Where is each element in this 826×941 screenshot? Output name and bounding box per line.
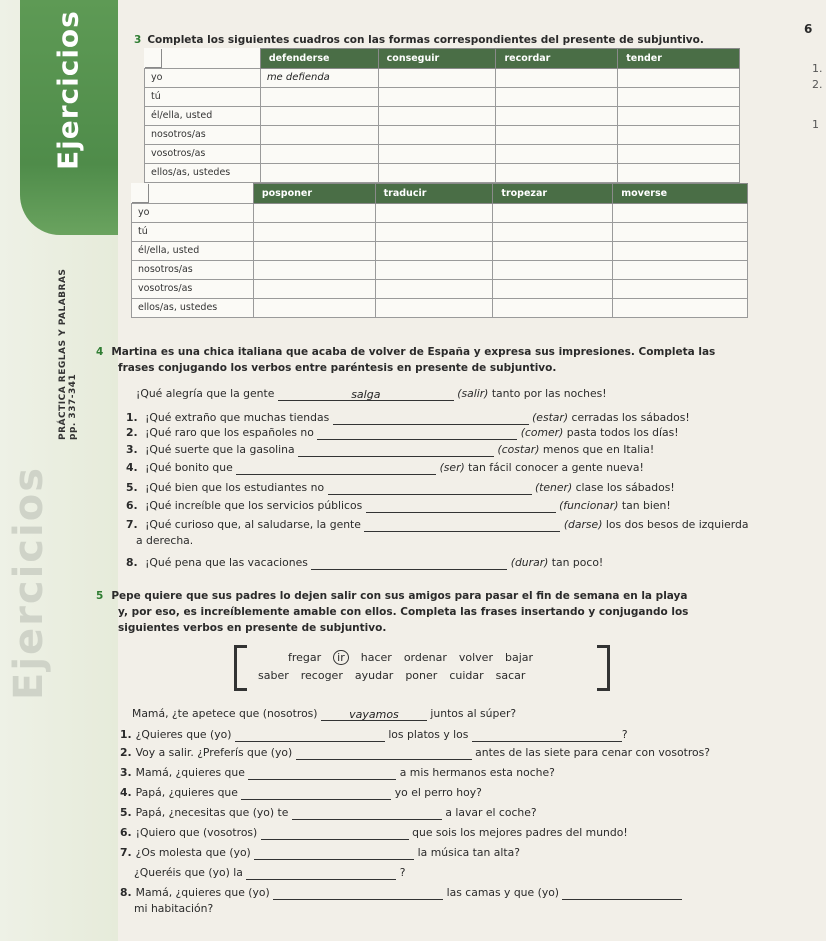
table2-answer-cell[interactable] [493, 241, 613, 260]
table2-pronoun-cell: nosotros/as [132, 260, 254, 279]
table2-answer-cell[interactable] [613, 260, 748, 279]
table2-answer-cell[interactable] [253, 260, 375, 279]
ex5-item-text: antes de las siete para cenar con vosotros? [475, 746, 710, 759]
table1-answer-cell[interactable] [618, 106, 740, 125]
ex4-item-hint: (comer) [520, 426, 564, 439]
table2-answer-cell[interactable] [375, 298, 493, 317]
table2-header: traducir [375, 184, 493, 204]
ex5-item-text: a mis hermanos esta noche? [399, 766, 555, 779]
table2-pronoun-cell: tú [132, 222, 254, 241]
ex5-answer-blank[interactable] [562, 887, 682, 900]
ex5-item-text: los platos y los [388, 728, 469, 741]
bleed-mark-1: 1. [812, 62, 823, 75]
word-option: volver [458, 651, 493, 664]
table1-row [145, 87, 740, 106]
table2-header: moverse [613, 184, 748, 204]
table2-pronoun-cell: vosotros/as [132, 279, 254, 298]
table1-header: recordar [496, 49, 618, 69]
ex4-item-continuation: a derecha. [136, 534, 194, 547]
table2-answer-cell[interactable] [613, 241, 748, 260]
ex5-item-number: 7. [120, 846, 132, 859]
table2-answer-cell[interactable] [253, 203, 375, 222]
ex5-item [120, 746, 710, 760]
table2-answer-cell[interactable] [493, 222, 613, 241]
table2-answer-cell[interactable] [253, 241, 375, 260]
ex5-item-text: ¡Quiero que (vosotros) [135, 826, 258, 839]
table1-pronoun-cell: tú [145, 87, 261, 106]
ex4-item-after: tan bien! [621, 499, 671, 512]
table2-row [132, 298, 748, 317]
table2-row [132, 241, 748, 260]
page-number: 6 [804, 22, 813, 36]
table1-answer-cell[interactable] [260, 163, 378, 182]
table1-answer-cell[interactable] [618, 125, 740, 144]
ex5-answer-blank[interactable] [296, 747, 472, 760]
ex4-example-before: ¡Qué alegría que la gente [136, 387, 275, 400]
word-option-circled: ir [333, 650, 349, 665]
ex5-item [134, 866, 405, 880]
ex4-answer-blank[interactable] [236, 462, 436, 475]
table2-answer-cell[interactable] [253, 298, 375, 317]
ex4-item-number: 4. [126, 461, 138, 474]
ex4-item [126, 426, 679, 440]
ex5-heading [96, 588, 687, 604]
table1-row [145, 144, 740, 163]
word-option: cuidar [449, 669, 484, 682]
table1-answer-cell[interactable] [260, 87, 378, 106]
ex5-instruction-3: siguientes verbos en presente de subjuntivo. [118, 622, 387, 634]
table1-answer-cell[interactable] [496, 87, 618, 106]
verb-word-box [234, 645, 610, 687]
side-reference: PRÁCTICA REGLAS Y PALABRAS pp. 337-341 [58, 268, 78, 440]
ex5-item-number: 8. [120, 886, 132, 899]
ex5-item [120, 846, 520, 860]
ex4-item-hint: (tener) [534, 481, 573, 494]
table1-answer-cell[interactable] [496, 144, 618, 163]
ex5-example-after: juntos al súper? [430, 707, 517, 720]
word-row-2 [258, 669, 537, 682]
ex5-item-number: 3. [120, 766, 132, 779]
ex3-instruction: Completa los siguientes cuadros con las formas correspondientes del presente de subjuntivo. [147, 34, 704, 46]
ex5-item [120, 766, 555, 780]
table1-answer-cell[interactable] [618, 163, 740, 182]
table1-answer-cell[interactable] [618, 68, 740, 87]
ex5-item-text: ? [621, 728, 628, 741]
word-option: bajar [504, 651, 534, 664]
ex4-item-text: ¡Qué pena que las vacaciones [145, 556, 308, 569]
ex4-item-text: ¡Qué curioso que, al saludarse, la gente [145, 518, 361, 531]
table2-answer-cell[interactable] [613, 203, 748, 222]
ex5-item-number: 5. [120, 806, 132, 819]
ex5-answer-blank[interactable] [292, 807, 442, 820]
ex4-item-number: 7. [126, 518, 138, 531]
ex5-item [120, 886, 682, 900]
ex3-number: 3 [134, 34, 142, 46]
ex5-item-text: la música tan alta? [417, 846, 520, 859]
ex4-item [126, 499, 671, 513]
table1-answer-cell[interactable] [496, 163, 618, 182]
ex5-item-text: ¿Quieres que (yo) [135, 728, 232, 741]
table2-answer-cell[interactable] [613, 222, 748, 241]
conjugation-table-1 [144, 48, 740, 183]
table2-row [132, 279, 748, 298]
table1-answer-cell[interactable]: me defienda [260, 68, 378, 87]
ex4-answer-blank[interactable] [328, 482, 532, 495]
ex5-item-number: 4. [120, 786, 132, 799]
ex4-item-number: 2. [126, 426, 138, 439]
word-box-bracket-right [597, 645, 610, 691]
ex4-item-text: ¡Qué increíble que los servicios públicos [145, 499, 363, 512]
table1-header: tender [618, 49, 740, 69]
table2-answer-cell[interactable] [375, 241, 493, 260]
table1-answer-cell[interactable] [378, 106, 496, 125]
table1-header: defenderse [260, 49, 378, 69]
ex5-answer-blank[interactable] [254, 847, 414, 860]
word-option: sacar [495, 669, 526, 682]
ex5-answer-blank[interactable] [273, 887, 443, 900]
table2-answer-cell[interactable] [375, 279, 493, 298]
ex5-item-text: ? [399, 866, 406, 879]
ex3-heading [134, 34, 704, 46]
ex4-answer-blank[interactable] [317, 427, 517, 440]
bleed-mark-3: 1 [812, 118, 819, 131]
ex4-item-after: tan fácil conocer a gente nueva! [468, 461, 644, 474]
table1-pronoun-cell: yo [145, 68, 261, 87]
table2-answer-cell[interactable] [493, 203, 613, 222]
word-option: poner [405, 669, 438, 682]
ex4-item-text: ¡Qué suerte que la gasolina [145, 443, 295, 456]
ex4-item [126, 481, 675, 495]
ex5-item [120, 806, 537, 820]
ex5-item-text: Voy a salir. ¿Preferís que (yo) [135, 746, 293, 759]
ex5-item-text: ¿Queréis que (yo) la [134, 866, 243, 879]
ex5-example-answer[interactable]: vayamos [321, 708, 427, 721]
table1-row [145, 68, 740, 87]
word-option: recoger [300, 669, 343, 682]
ex4-instruction-2: frases conjugando los verbos entre paréntesis en presente de subjuntivo. [118, 362, 557, 374]
ex4-answer-blank[interactable] [364, 519, 560, 532]
ex4-item-text: ¡Qué bien que los estudiantes no [145, 481, 325, 494]
table1-row [145, 106, 740, 125]
ex5-example [132, 707, 516, 721]
ghost-watermark: Ejercicios [6, 465, 52, 700]
table1-answer-cell[interactable] [378, 163, 496, 182]
exercises-tab-label: Ejercicios [51, 10, 85, 170]
word-box-bracket-left [234, 645, 247, 691]
ex5-answer-blank[interactable] [246, 867, 396, 880]
ex4-item-number: 6. [126, 499, 138, 512]
ex5-answer-blank[interactable] [235, 729, 385, 742]
ex4-example-answer[interactable]: salga [278, 388, 454, 401]
table1-answer-cell[interactable] [378, 125, 496, 144]
word-option: saber [258, 669, 289, 682]
ex5-item-continuation: mi habitación? [134, 902, 214, 915]
ex5-item-text: Mamá, ¿quieres que [135, 766, 245, 779]
table2-header: posponer [253, 184, 375, 204]
table2-row [132, 203, 748, 222]
table1-answer-cell[interactable] [260, 144, 378, 163]
table1-answer-cell[interactable] [378, 144, 496, 163]
table2-corner [132, 184, 149, 203]
table2-row [132, 222, 748, 241]
ex5-item-text: Mamá, ¿quieres que (yo) [135, 886, 270, 899]
word-option: hacer [360, 651, 392, 664]
ex4-item [126, 461, 644, 475]
ex4-item-hint: (darse) [563, 518, 603, 531]
ex4-item-number: 1. [126, 411, 138, 424]
table1-corner [145, 49, 162, 68]
ex5-item-text: Papá, ¿quieres que [135, 786, 238, 799]
ex4-item [126, 518, 748, 532]
ex4-item-hint: (costar) [497, 443, 540, 456]
table2-answer-cell[interactable] [375, 260, 493, 279]
ex4-example-hint: (salir) [457, 387, 489, 400]
ex4-item-after: pasta todos los días! [566, 426, 679, 439]
ex4-number: 4 [96, 346, 104, 358]
ex5-item [120, 826, 628, 840]
ex4-item-text: ¡Qué extraño que muchas tiendas [145, 411, 330, 424]
conjugation-table-2 [131, 183, 748, 318]
ex4-item [126, 556, 603, 570]
ex4-answer-blank[interactable] [366, 500, 556, 513]
table1-answer-cell[interactable] [378, 68, 496, 87]
table2-answer-cell[interactable] [253, 279, 375, 298]
table1-answer-cell[interactable] [260, 106, 378, 125]
table2-answer-cell[interactable] [493, 279, 613, 298]
word-option: fregar [288, 651, 322, 664]
table2-pronoun-cell: ellos/as, ustedes [132, 298, 254, 317]
table1-answer-cell[interactable] [618, 87, 740, 106]
ex4-item-hint: (estar) [532, 411, 569, 424]
ex5-answer-blank[interactable] [472, 729, 622, 742]
ex5-answer-blank[interactable] [248, 767, 396, 780]
ex5-item-number: 2. [120, 746, 132, 759]
ex5-instruction-1: Pepe quiere que sus padres lo dejen salir con sus amigos para pasar el fin de semana en la playa [111, 590, 688, 602]
ex4-item-after: tan poco! [551, 556, 604, 569]
table1-answer-cell[interactable] [496, 125, 618, 144]
ex5-instruction-2: y, por eso, es increíblemente amable con ellos. Completa las frases insertando y conjugando los [118, 606, 689, 618]
ex4-item-hint: (ser) [439, 461, 465, 474]
ex4-item-number: 8. [126, 556, 138, 569]
table2-answer-cell[interactable] [493, 260, 613, 279]
ex5-answer-blank[interactable] [261, 827, 409, 840]
ex5-item-number: 6. [120, 826, 132, 839]
bleed-mark-2: 2. [812, 78, 823, 91]
ex4-item-text: ¡Qué raro que los españoles no [145, 426, 314, 439]
ex5-example-before: Mamá, ¿te apetece que (nosotros) [132, 707, 318, 720]
table2-answer-cell[interactable] [375, 203, 493, 222]
table1-answer-cell[interactable] [378, 87, 496, 106]
table2-pronoun-cell: yo [132, 203, 254, 222]
table2-answer-cell[interactable] [613, 298, 748, 317]
ex5-item-number: 1. [120, 728, 132, 741]
word-option: ayudar [354, 669, 394, 682]
table2-answer-cell[interactable] [375, 222, 493, 241]
table1-pronoun-cell: vosotros/as [145, 144, 261, 163]
ex5-item-text: que sois los mejores padres del mundo! [412, 826, 628, 839]
ex4-item-after: clase los sábados! [575, 481, 675, 494]
ex4-item [126, 411, 690, 425]
table1-row [145, 125, 740, 144]
table2-pronoun-cell: él/ella, usted [132, 241, 254, 260]
ex4-answer-blank[interactable] [333, 412, 529, 425]
ex4-instruction-1: Martina es una chica italiana que acaba de volver de España y expresa sus impresiones. Completa las [111, 346, 716, 358]
ex4-item-hint: (durar) [510, 556, 549, 569]
ex4-item-after: cerradas los sábados! [571, 411, 690, 424]
ex4-item-number: 3. [126, 443, 138, 456]
table2-answer-cell[interactable] [493, 298, 613, 317]
table1-pronoun-cell: él/ella, usted [145, 106, 261, 125]
ex5-item-text: las camas y que (yo) [446, 886, 560, 899]
ex4-item-after: menos que en Italia! [542, 443, 655, 456]
ex5-item-text: a lavar el coche? [445, 806, 537, 819]
table1-pronoun-cell: nosotros/as [145, 125, 261, 144]
table1-answer-cell[interactable] [618, 144, 740, 163]
ex5-answer-blank[interactable] [241, 787, 391, 800]
word-option: ordenar [403, 651, 447, 664]
ex4-answer-blank[interactable] [298, 444, 494, 457]
ex5-item [120, 728, 628, 742]
word-row-1 [288, 650, 545, 665]
table2-answer-cell[interactable] [613, 279, 748, 298]
ex4-item-hint: (funcionar) [559, 499, 619, 512]
ex5-item-text: ¿Os molesta que (yo) [135, 846, 251, 859]
ex5-item [120, 786, 482, 800]
ex5-number: 5 [96, 590, 104, 602]
ex4-example-after: tanto por las noches! [491, 387, 607, 400]
ex4-item [126, 443, 654, 457]
ex4-item-after: los dos besos de izquierda [605, 518, 749, 531]
table2-header: tropezar [493, 184, 613, 204]
table2-answer-cell[interactable] [253, 222, 375, 241]
table1-answer-cell[interactable] [496, 106, 618, 125]
ex4-answer-blank[interactable] [311, 557, 507, 570]
table2-row [132, 260, 748, 279]
table1-answer-cell[interactable] [260, 125, 378, 144]
table1-row [145, 163, 740, 182]
ex4-example [136, 387, 607, 401]
ex4-heading [96, 344, 715, 360]
ex4-item-text: ¡Qué bonito que [145, 461, 233, 474]
table1-answer-cell[interactable] [496, 68, 618, 87]
table1-header: conseguir [378, 49, 496, 69]
table1-pronoun-cell: ellos/as, ustedes [145, 163, 261, 182]
ex4-item-number: 5. [126, 481, 138, 494]
ex5-item-text: yo el perro hoy? [394, 786, 482, 799]
ex5-item-text: Papá, ¿necesitas que (yo) te [135, 806, 289, 819]
